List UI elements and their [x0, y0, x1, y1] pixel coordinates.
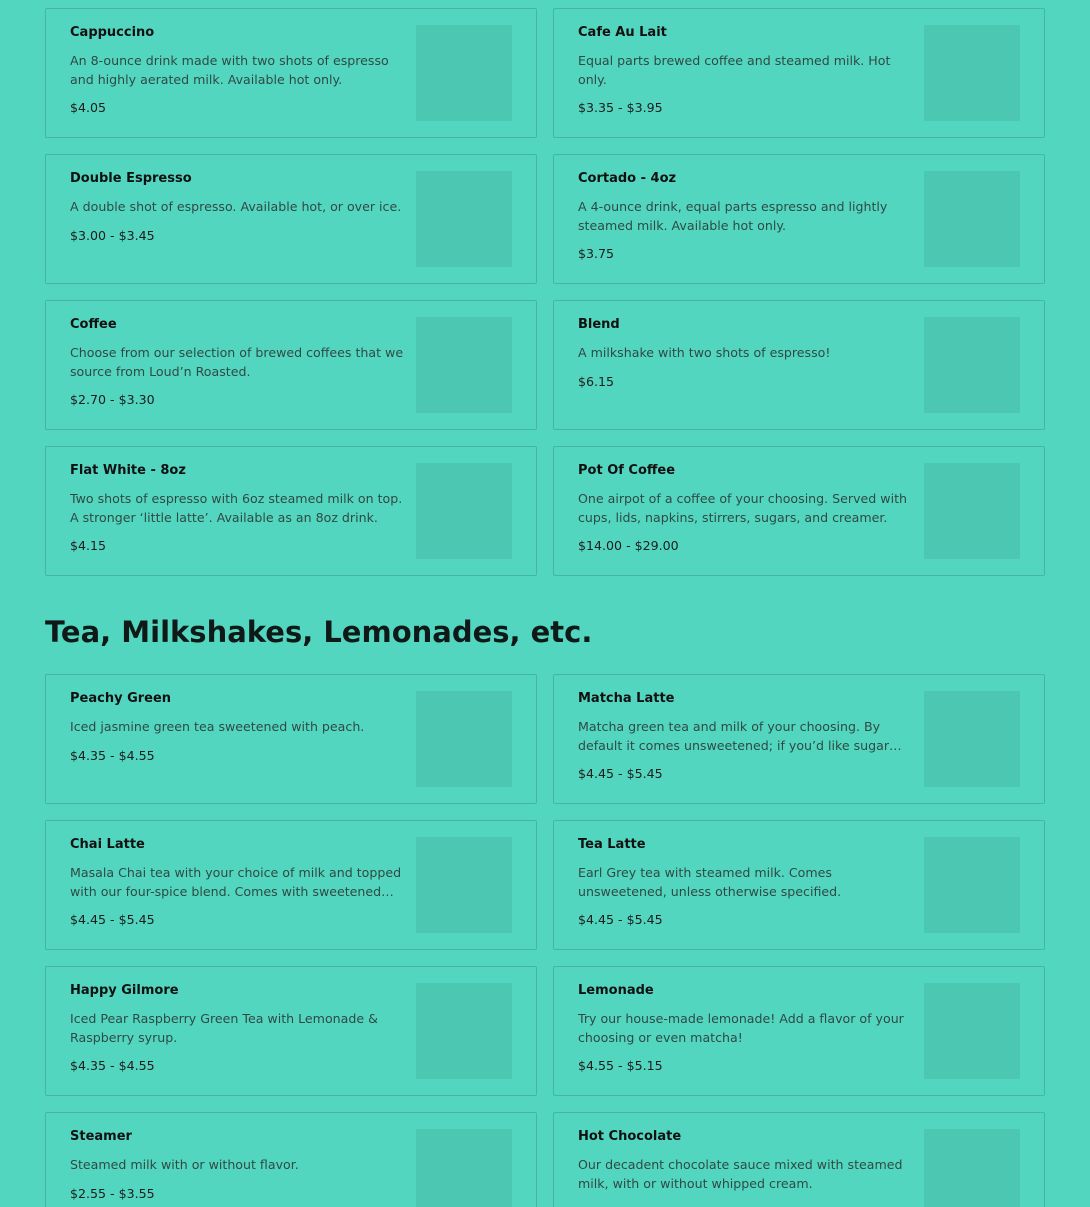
- menu-item-description: Try our house-made lemonade! Add a flavor of your choosing or even matcha!: [578, 1011, 904, 1045]
- menu-item-description: Our decadent chocolate sauce mixed with steamed milk, with or without whipped cream.: [578, 1157, 903, 1191]
- menu-item-name: Steamer: [70, 1129, 132, 1144]
- menu-item-name: Cappuccino: [70, 25, 155, 40]
- menu-item-card[interactable]: [45, 446, 537, 576]
- menu-item-description: A double shot of espresso. Available hot, or over ice.: [70, 199, 402, 214]
- tea-items-grid: [45, 674, 1045, 1207]
- menu-item-description: Iced jasmine green tea sweetened with peach.: [70, 719, 365, 734]
- menu-item-card[interactable]: [553, 300, 1045, 430]
- menu-item-price: $4.45 - $5.45: [578, 766, 663, 781]
- menu-item-image-placeholder[interactable]: [924, 691, 1020, 787]
- menu-item-card[interactable]: [553, 966, 1045, 1096]
- menu-item-card[interactable]: [45, 820, 537, 950]
- menu-item-card[interactable]: [553, 674, 1045, 804]
- menu-item-text: [70, 25, 406, 116]
- menu-item-card[interactable]: [45, 674, 537, 804]
- menu-item-text: [578, 1129, 914, 1204]
- menu-item-card[interactable]: [45, 966, 537, 1096]
- menu-item-image-placeholder[interactable]: [924, 837, 1020, 933]
- menu-item-description: One airpot of a coffee of your choosing. Served with cups, lids, napkins, stirrers, sugars, and creamer.: [578, 491, 908, 525]
- menu-item-card[interactable]: [553, 446, 1045, 576]
- menu-item-name: Double Espresso: [70, 171, 192, 186]
- menu-item-description: Iced Pear Raspberry Green Tea with Lemonade & Raspberry syrup.: [70, 1011, 378, 1045]
- menu-item-text: [578, 171, 914, 262]
- menu-item-text: [70, 171, 406, 244]
- menu-item-text: [70, 691, 406, 764]
- menu-item-text: [578, 691, 914, 782]
- menu-item-text: [578, 837, 914, 928]
- menu-item-name: Happy Gilmore: [70, 983, 179, 998]
- menu-item-price: $2.70 - $3.30: [70, 392, 155, 407]
- menu-item-price: $3.00 - $3.45: [70, 227, 155, 243]
- coffee-items-grid: [45, 8, 1045, 576]
- menu-item-description: A milkshake with two shots of espresso!: [578, 345, 831, 360]
- menu-item-card[interactable]: [45, 154, 537, 284]
- menu-item-price: $4.45 - $5.45: [578, 912, 663, 927]
- menu-item-text: [578, 25, 914, 116]
- menu-item-card[interactable]: [553, 8, 1045, 138]
- menu-item-price: $14.00 - $29.00: [578, 538, 679, 553]
- menu-item-name: Hot Chocolate: [578, 1129, 682, 1144]
- menu-item-description: Choose from our selection of brewed coffees that we source from Loud’n Roasted.: [70, 345, 404, 379]
- section-heading-tea: Tea, Milkshakes, Lemonades, etc.: [45, 615, 593, 649]
- menu-item-price: $4.15: [70, 538, 107, 553]
- menu-item-image-placeholder[interactable]: [924, 317, 1020, 413]
- menu-item-description: Masala Chai tea with your choice of milk and topped with our four-spice blend. Comes with sweetened: [70, 865, 402, 899]
- menu-item-name: Lemonade: [578, 983, 654, 998]
- menu-item-image-placeholder[interactable]: [416, 25, 512, 121]
- menu-item-image-placeholder[interactable]: [924, 983, 1020, 1079]
- menu-item-price: $3.35 - $3.95: [578, 100, 663, 115]
- menu-item-name: Peachy Green: [70, 691, 172, 706]
- menu-item-card[interactable]: [45, 300, 537, 430]
- menu-item-image-placeholder[interactable]: [416, 691, 512, 787]
- menu-item-text: [70, 317, 406, 408]
- menu-item-text: [578, 463, 914, 554]
- menu-item-description: Matcha green tea and milk of your choosing. By default it comes unsweetened; if you’d like sugar: [578, 719, 890, 753]
- menu-item-text: [70, 983, 406, 1074]
- menu-item-price: $4.55 - $5.15: [578, 1058, 663, 1073]
- menu-item-image-placeholder[interactable]: [416, 317, 512, 413]
- menu-item-name: Matcha Latte: [578, 691, 675, 706]
- menu-item-image-placeholder[interactable]: [924, 463, 1020, 559]
- menu-item-card[interactable]: [553, 1112, 1045, 1207]
- menu-item-name: Pot Of Coffee: [578, 463, 676, 478]
- menu-item-price: $4.45 - $5.45: [70, 912, 155, 927]
- menu-item-price: $4.05: [70, 100, 107, 115]
- menu-item-text: [578, 317, 914, 390]
- menu-item-text: [70, 837, 406, 928]
- menu-item-price: $6.15: [578, 373, 615, 389]
- menu-item-image-placeholder[interactable]: [416, 171, 512, 267]
- menu-item-price: $2.55 - $3.55: [70, 1185, 155, 1201]
- menu-item-image-placeholder[interactable]: [924, 25, 1020, 121]
- menu-item-description: Steamed milk with or without flavor.: [70, 1157, 299, 1172]
- menu-item-name: Coffee: [70, 317, 117, 332]
- menu-item-image-placeholder[interactable]: [416, 837, 512, 933]
- menu-item-text: [578, 983, 914, 1074]
- menu-item-price: $4.35 - $4.55: [70, 747, 155, 763]
- menu-item-description: Two shots of espresso with 6oz steamed milk on top. A stronger ‘little latte’. Available as an 8oz drink.: [70, 491, 403, 525]
- menu-item-image-placeholder[interactable]: [924, 171, 1020, 267]
- menu-item-description: An 8-ounce drink made with two shots of espresso and highly aerated milk. Available hot only.: [70, 53, 389, 87]
- menu-item-image-placeholder[interactable]: [416, 983, 512, 1079]
- menu-item-price: $4.35 - $4.55: [70, 1058, 155, 1073]
- menu-item-name: Cortado - 4oz: [578, 171, 677, 186]
- menu-item-name: Cafe Au Lait: [578, 25, 667, 40]
- menu-item-card[interactable]: [45, 8, 537, 138]
- menu-item-description: Equal parts brewed coffee and steamed milk. Hot only.: [578, 53, 891, 87]
- menu-item-description: Earl Grey tea with steamed milk. Comes unsweetened, unless otherwise specified.: [578, 865, 842, 899]
- menu-item-name: Blend: [578, 317, 620, 332]
- menu-item-text: [70, 1129, 406, 1202]
- menu-item-price: $3.75: [578, 246, 615, 261]
- menu-item-description: A 4-ounce drink, equal parts espresso and lightly steamed milk. Available hot only.: [578, 199, 888, 233]
- menu-item-card[interactable]: [45, 1112, 537, 1207]
- menu-item-image-placeholder[interactable]: [924, 1129, 1020, 1207]
- menu-item-card[interactable]: [553, 154, 1045, 284]
- menu-item-name: Flat White - 8oz: [70, 463, 186, 478]
- menu-item-image-placeholder[interactable]: [416, 1129, 512, 1207]
- menu-item-card[interactable]: [553, 820, 1045, 950]
- menu-item-image-placeholder[interactable]: [416, 463, 512, 559]
- menu-item-name: Chai Latte: [70, 837, 145, 852]
- menu-item-name: Tea Latte: [578, 837, 646, 852]
- menu-item-text: [70, 463, 406, 554]
